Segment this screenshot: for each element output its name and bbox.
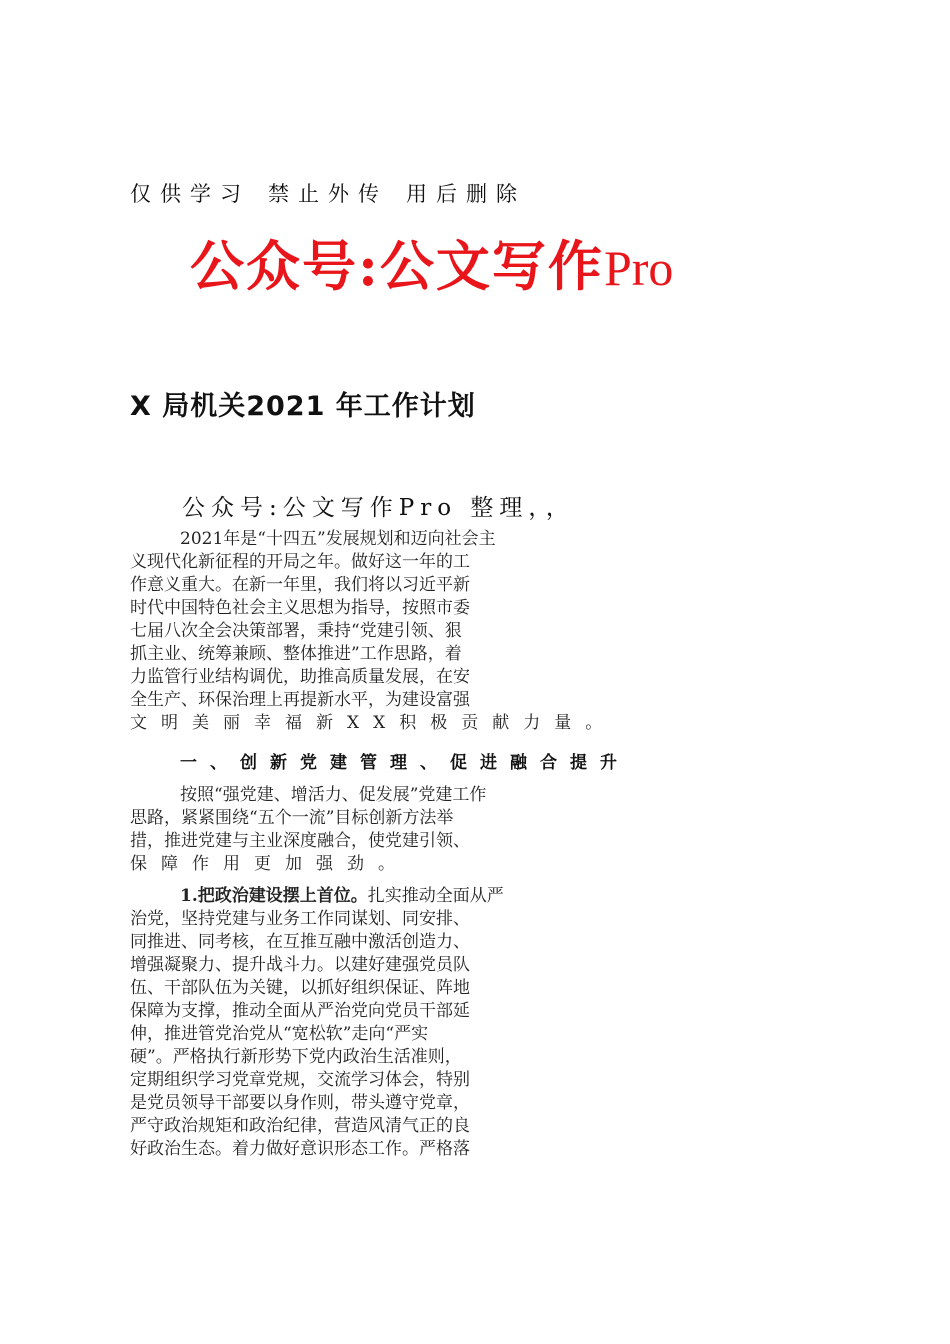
text-line: 思路，紧紧围绕“五个一流”目标创新方法举 [130,808,454,828]
text-line: 措，推进党建与主业深度融合，使党建引领、 [130,831,470,851]
item-lead-rest: 扎实推动全面从严 [367,886,504,906]
intro-paragraph [130,528,815,735]
text-line: 抓主业、统筹兼顾、整体推进”工作思路，着 [130,644,462,664]
brand-banner [190,224,673,301]
text-line: 同推进、同考核，在互推互融中激活创造力、 [130,932,470,952]
text-line: 力监管行业结构调优，助推高质量发展，在安 [130,667,470,687]
brand-latin: Pro [603,240,674,296]
notice-item: 仅供学习 [130,182,250,206]
notice-item: 禁止外传 [268,182,388,206]
usage-notice [130,178,544,208]
text-line: 硬”。严格执行新形势下党内政治生活准则， [130,1047,462,1067]
brand-cn: 公众号:公文写作 [190,234,604,298]
text-line: 按照“强党建、增活力、促发展”党建工作 [180,785,487,805]
text-line: 七届八次全会决策部署，秉持“党建引领、狠 [130,621,462,641]
text-line: 保障作用更加强劲。 [130,854,409,874]
text-line: 2021年是“十四五”发展规划和迈向社会主 [180,529,496,549]
text-line: 保障为支撑，推动全面从严治党向党员干部延 [130,1001,470,1021]
section-heading: 一、创新党建管理、促进融合提升 [180,753,630,773]
text-line: 定期组织学习党章党规，交流学习体会，特别 [130,1070,470,1090]
text-line: 全生产、环保治理上再提新水平，为建设富强 [130,690,470,710]
text-line: 义现代化新征程的开局之年。做好这一年的工 [130,552,470,572]
text-line: 时代中国特色社会主义思想为指导，按照市委 [130,598,470,618]
text-line: 治党，坚持党建与业务工作同谋划、同安排、 [130,909,470,929]
document-subtitle: 公众号:公文写作Pro 整理，， [182,495,575,521]
text-line: 增强凝聚力、提升战斗力。以建好建强党员队 [130,955,470,975]
text-line: 伸，推进管党治党从“宽松软”走向“严实 [130,1024,429,1044]
section-paragraph [130,784,815,876]
text-line: 严守政治规矩和政治纪律，营造风清气正的良 [130,1116,470,1136]
document-title: X 局机关2021 年工作计划 [130,391,476,422]
item-paragraph [130,885,815,1161]
text-line: 文明美丽幸福新XX积极贡献力量。 [130,713,617,733]
text-line: 是党员领导干部要以身作则，带头遵守党章， [130,1093,470,1113]
text-line [130,885,815,908]
text-line: 伍、干部队伍为关键，以抓好组织保证、阵地 [130,978,470,998]
text-line: 好政治生态。着力做好意识形态工作。严格落 [130,1139,470,1159]
text-line: 作意义重大。在新一年里，我们将以习近平新 [130,575,470,595]
item-lead: 1.把政治建设摆上首位。 [180,886,368,906]
notice-item: 用后删除 [406,182,526,206]
